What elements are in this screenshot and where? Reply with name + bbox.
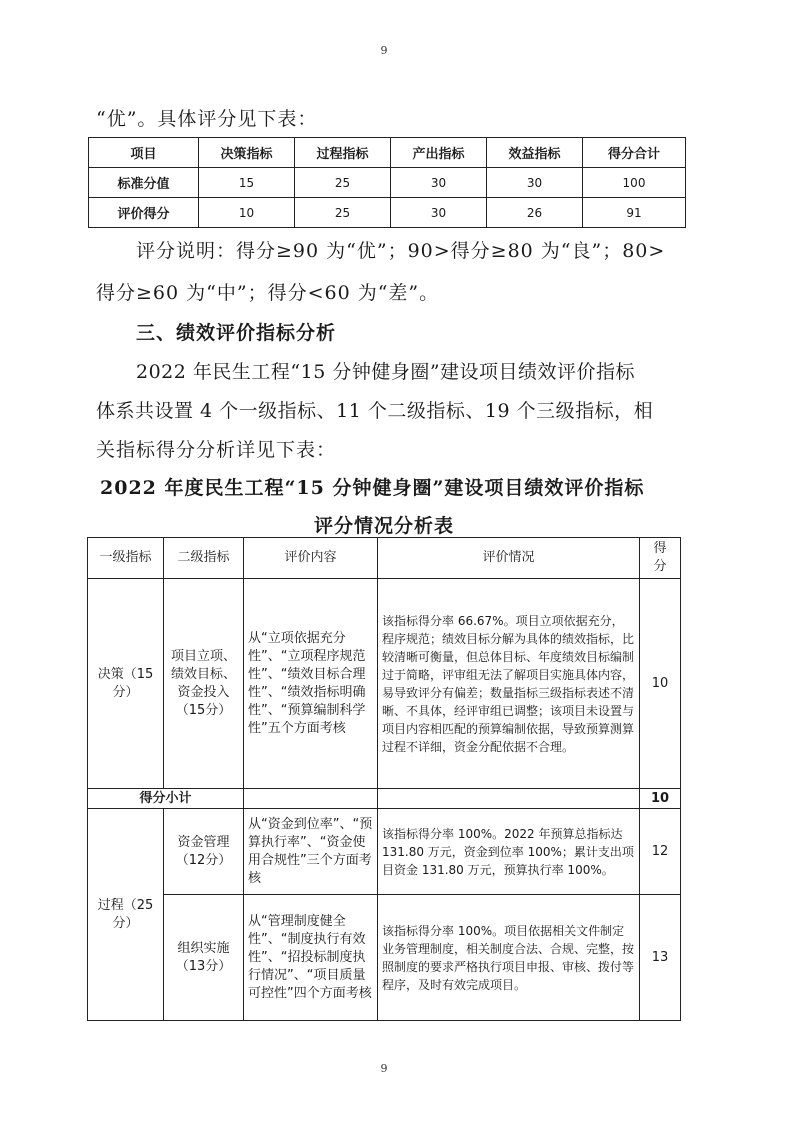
score-table xyxy=(88,137,686,228)
evaluation-cell: 该指标得分率 100%。项目依据相关文件制定业务管理制度，相关制度合法、合规、完整，按照制度的要求严格执行项目申报、审核、拨付等程序，及时有效完成项目。 xyxy=(378,895,640,1021)
table-cell: 30 xyxy=(487,168,583,198)
table-cell: 100 xyxy=(583,168,686,198)
row-label: 标准分值 xyxy=(89,168,199,198)
table-cell: 26 xyxy=(487,198,583,228)
score-cell: 10 xyxy=(640,579,681,789)
section-para-line3: 关指标得分分析详见下表： xyxy=(96,439,337,461)
table-cell: 30 xyxy=(391,168,487,198)
header-cell: 效益指标 xyxy=(487,138,583,168)
rating-note-line2: 得分≥60 为“中”；得分<60 为“差”。 xyxy=(96,282,440,304)
header-cell: 得分合计 xyxy=(583,138,686,168)
subtotal-row xyxy=(88,789,681,809)
level1-cell: 决策（15分） xyxy=(88,579,164,789)
table-row xyxy=(88,895,681,1021)
level2-cell: 组织实施（13分） xyxy=(164,895,244,1021)
header-cell: 评价情况 xyxy=(378,538,640,579)
table-cell: 30 xyxy=(391,198,487,228)
row-label: 评价得分 xyxy=(89,198,199,228)
content-cell: 从“资金到位率”、“预算执行率”、“资金使用合规性”三个方面考核 xyxy=(244,809,378,895)
evaluation-cell: 该指标得分率 100%。2022 年预算总指标达 131.80 万元，资金到位率 100%；累计支出项目资金 131.80 万元，预算执行率 100%。 xyxy=(378,809,640,895)
table-row xyxy=(89,198,686,228)
table-title-line1: 2022 年度民生工程“15 分钟健身圈”建设项目绩效评价指标 xyxy=(100,477,645,499)
header-cell: 一级指标 xyxy=(88,538,164,579)
table-cell: 91 xyxy=(583,198,686,228)
header-cell: 产出指标 xyxy=(391,138,487,168)
empty-cell xyxy=(378,789,640,809)
table-cell: 25 xyxy=(295,168,391,198)
page-number-top: 9 xyxy=(380,44,388,57)
header-cell: 项目 xyxy=(89,138,199,168)
evaluation-cell: 该指标得分率 66.67%。项目立项依据充分，程序规范；绩效目标分解为具体的绩效指标，比较清晰可衡量，但总体目标、年度绩效目标编制过于简略，评审组无法了解项目实施具体内容，易导致评分有偏差；数量指标三级指标表述不清晰、不具体，经评审组已调整；该项目未设置与项目内容相匹配的预算编制依据，导致预算测算过程不详细，资金分配依据不合理。 xyxy=(378,579,640,789)
content-cell: 从“管理制度健全性”、“制度执行有效性”、“招投标制度执行情况”、“项目质量可控性”四个方面考核 xyxy=(244,895,378,1021)
intro-line: “优”。具体评分见下表： xyxy=(96,108,318,130)
score-table-header-row xyxy=(89,138,686,168)
table-cell: 25 xyxy=(295,198,391,228)
empty-cell xyxy=(244,789,378,809)
level1-cell: 过程（25分） xyxy=(88,809,164,1021)
table-cell: 15 xyxy=(199,168,295,198)
subtotal-label: 得分小计 xyxy=(88,789,244,809)
table-row xyxy=(88,579,681,789)
header-cell: 评价内容 xyxy=(244,538,378,579)
score-cell: 13 xyxy=(640,895,681,1021)
section-para-line2: 体系共设置 4 个一级指标、11 个二级指标、19 个三级指标，相 xyxy=(96,400,654,422)
table-title-line2: 评分情况分析表 xyxy=(314,515,455,537)
subtotal-score: 10 xyxy=(640,789,681,809)
score-cell: 12 xyxy=(640,809,681,895)
table-row xyxy=(88,809,681,895)
table-row xyxy=(89,168,686,198)
table-cell: 10 xyxy=(199,198,295,228)
content-cell: 从“立项依据充分性”、“立项程序规范性”、“绩效目标合理性”、“绩效指标明确性”、“预算编制科学性”五个方面考核 xyxy=(244,579,378,789)
analysis-header-row xyxy=(88,538,681,579)
section-para-line1: 2022 年民生工程“15 分钟健身圈”建设项目绩效评价指标 xyxy=(136,361,636,383)
page-number-bottom: 9 xyxy=(380,1062,388,1075)
level2-cell: 项目立项、绩效目标、资金投入（15分） xyxy=(164,579,244,789)
header-cell: 决策指标 xyxy=(199,138,295,168)
section-heading: 三、绩效评价指标分析 xyxy=(136,322,337,344)
level2-cell: 资金管理（12分） xyxy=(164,809,244,895)
rating-note-line1: 评分说明：得分≥90 为“优”；90>得分≥80 为“良”；80> xyxy=(136,240,666,262)
header-cell: 得分 xyxy=(640,538,681,579)
header-cell: 过程指标 xyxy=(295,138,391,168)
analysis-table xyxy=(87,537,681,1021)
header-cell: 二级指标 xyxy=(164,538,244,579)
